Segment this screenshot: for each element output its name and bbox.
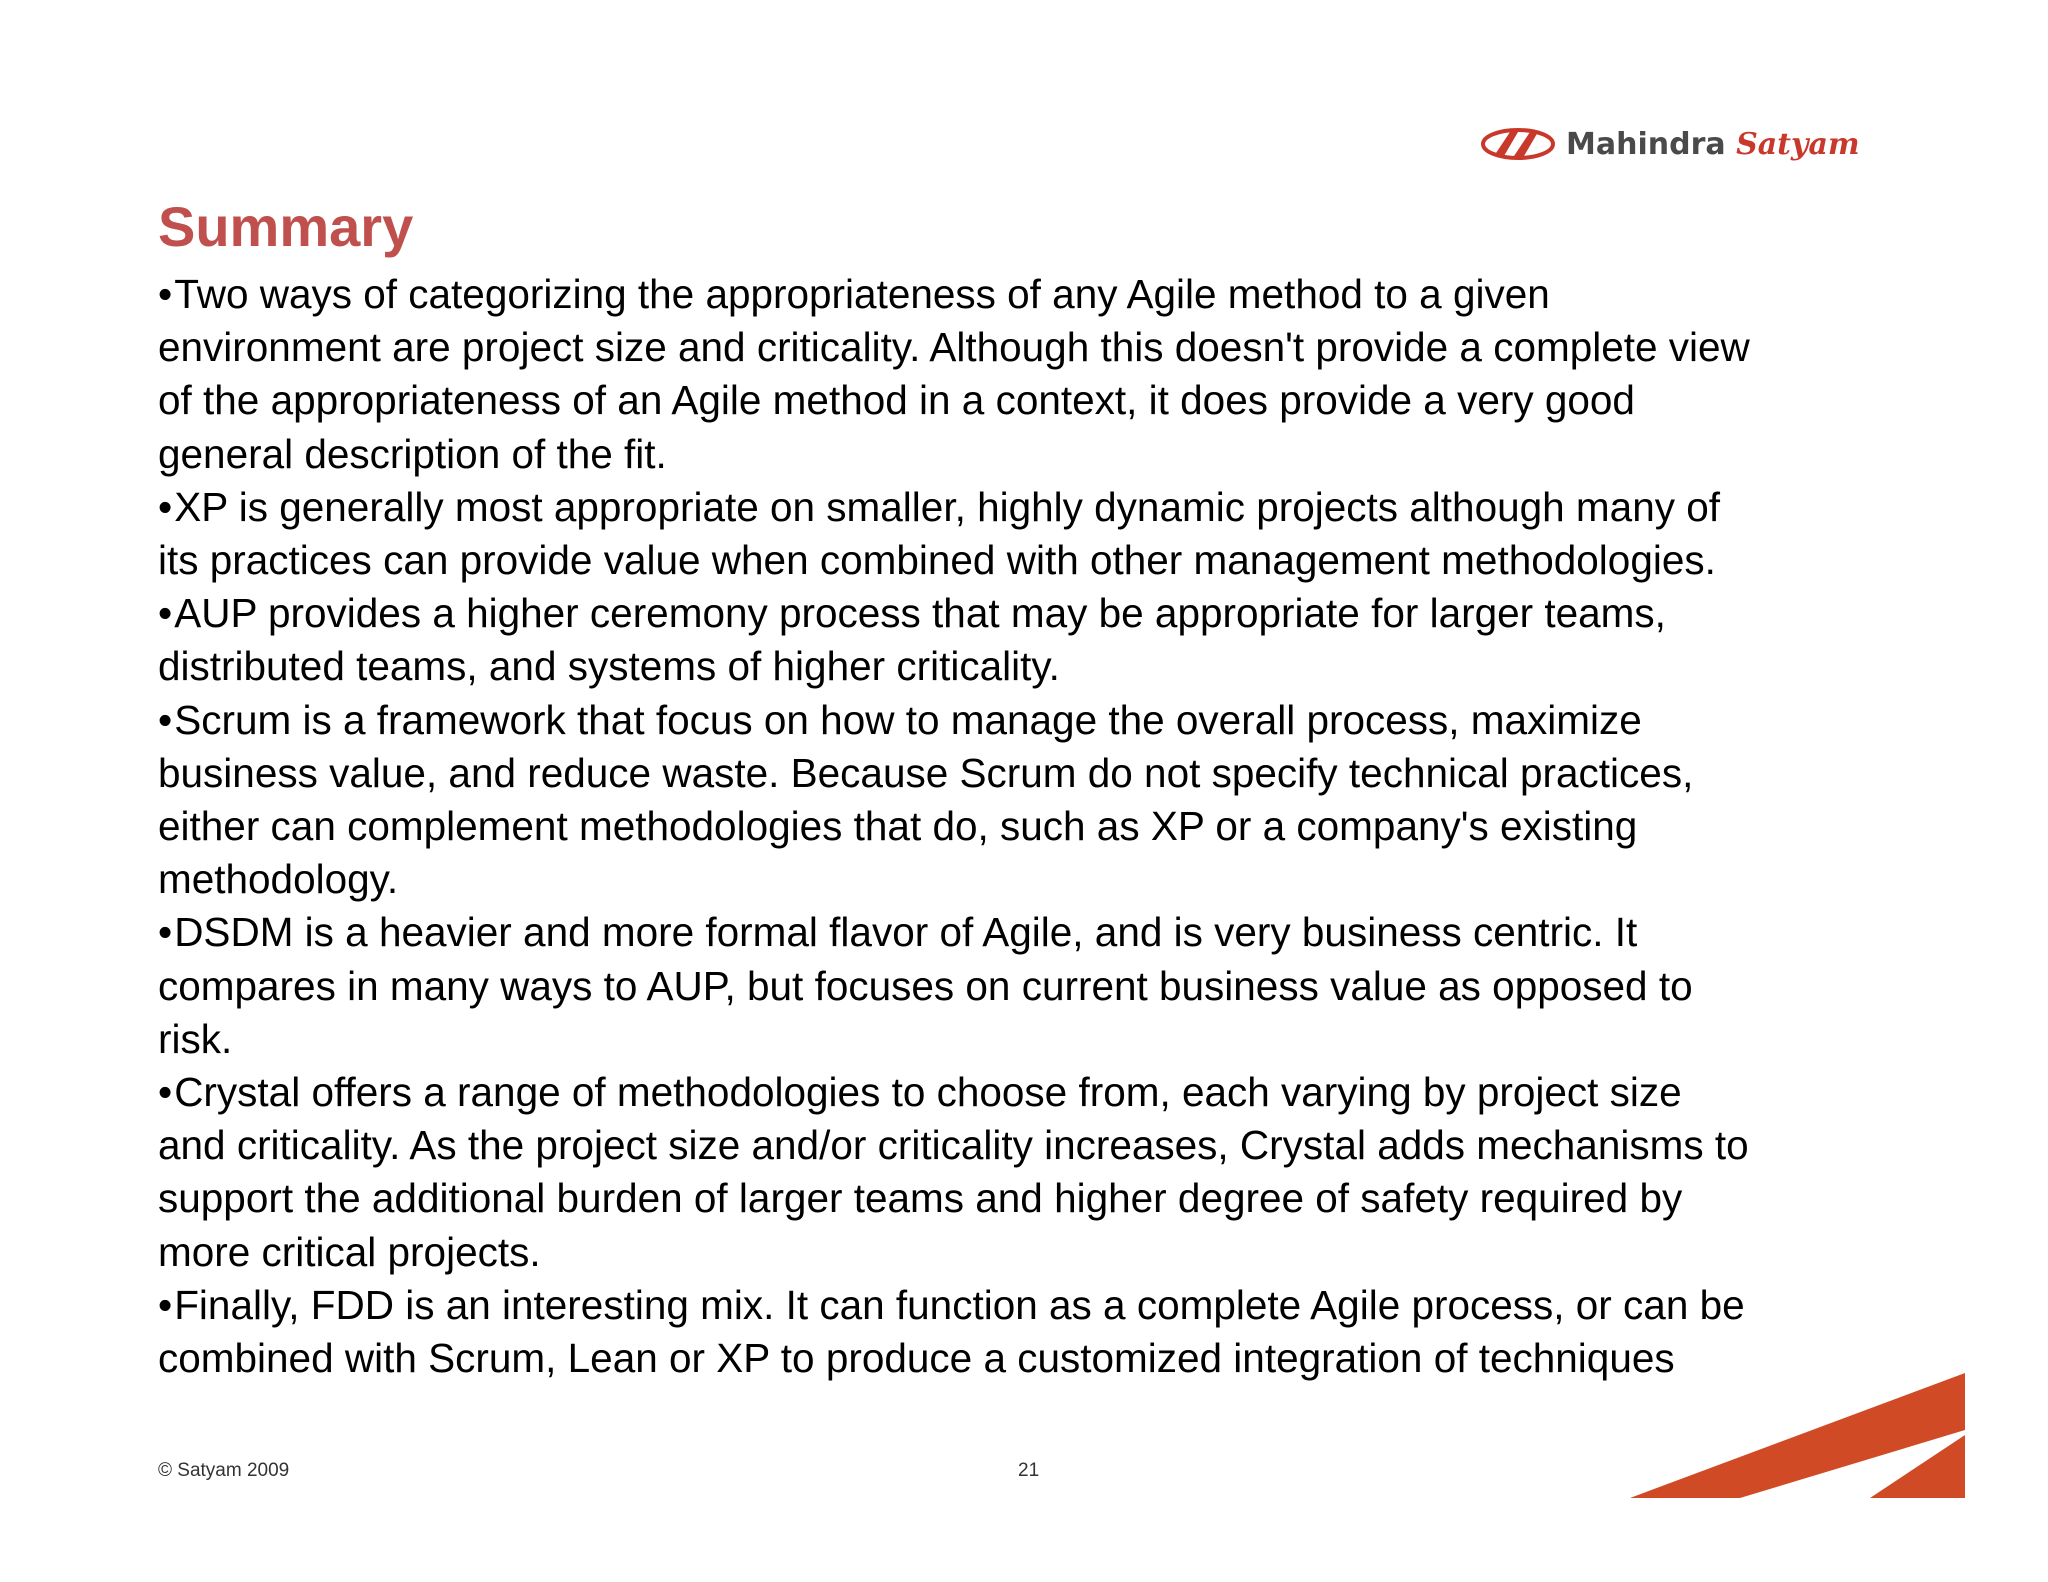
bullet-line	[158, 374, 1918, 427]
bullet-line	[158, 481, 1918, 534]
bullet-line	[158, 1013, 1918, 1066]
bullet-line	[158, 1279, 1918, 1332]
bullet-line	[158, 747, 1918, 800]
bullet-line	[158, 268, 1918, 321]
summary-bullet-list	[158, 268, 1918, 1385]
bullet-text: Scrum is a framework that focus on how to manage the overall process, maximize	[174, 696, 1642, 743]
brand-logo	[1480, 122, 1910, 166]
bullet-line	[158, 640, 1918, 693]
bullet-text: methodology.	[158, 856, 399, 903]
bullet-text: distributed teams, and systems of higher criticality.	[158, 643, 1060, 690]
bullet-text: combined with Scrum, Lean or XP to produce a customized integration of techniques	[158, 1335, 1675, 1382]
bullet-marker: •	[158, 271, 173, 317]
bullet-line	[158, 906, 1918, 959]
bullet-text: Two ways of categorizing the appropriateness of any Agile method to a given	[174, 271, 1550, 317]
bullet-line	[158, 428, 1918, 481]
bullet-line	[158, 587, 1918, 640]
corner-stripes-decoration	[1630, 1370, 1970, 1505]
bullet-text: business value, and reduce waste. Because Scrum do not specify technical practices,	[158, 749, 1694, 796]
bullet-text: DSDM is a heavier and more formal flavor of Agile, and is very business centric. It	[174, 909, 1638, 956]
bullet-text: compares in many ways to AUP, but focuses on current business value as opposed to	[158, 962, 1693, 1009]
bullet-line	[158, 694, 1918, 747]
bullet-marker: •	[158, 1281, 173, 1328]
bullet-text: and criticality. As the project size and/or criticality increases, Crystal adds mechanisms to	[158, 1122, 1749, 1169]
bullet-line	[158, 1119, 1918, 1172]
brand-name-satyam: Satyam	[1736, 126, 1860, 162]
summary-bullet	[158, 906, 1918, 1066]
bullet-text: its practices can provide value when combined with other management methodologies.	[158, 537, 1716, 584]
bullet-text: of the appropriateness of an Agile method in a context, it does provide a very good	[158, 377, 1635, 424]
bullet-marker: •	[158, 483, 173, 530]
bullet-line	[158, 1226, 1918, 1279]
bullet-line	[158, 1172, 1918, 1225]
bullet-text: support the additional burden of larger teams and higher degree of safety required by	[158, 1175, 1683, 1222]
bullet-line	[158, 800, 1918, 853]
bullet-text: AUP provides a higher ceremony process that may be appropriate for larger teams,	[174, 590, 1666, 637]
bullet-marker: •	[158, 696, 173, 743]
slide-title: Summary	[158, 195, 414, 258]
summary-bullet	[158, 587, 1918, 693]
summary-bullet	[158, 694, 1918, 907]
brand-name-mahindra: Mahindra	[1566, 126, 1726, 162]
bullet-text: XP is generally most appropriate on smaller, highly dynamic projects although many of	[174, 483, 1720, 530]
bullet-text: Finally, FDD is an interesting mix. It can function as a complete Agile process, or can be	[174, 1281, 1745, 1328]
bullet-text: Crystal offers a range of methodologies to choose from, each varying by project size	[174, 1069, 1682, 1116]
bullet-text: environment are project size and criticality. Although this doesn't provide a complete view	[158, 324, 1750, 371]
brand-name	[1566, 127, 1860, 162]
page-number: 21	[1018, 1460, 1040, 1481]
summary-bullet	[158, 481, 1918, 587]
footer-copyright: © Satyam 2009	[158, 1460, 290, 1481]
bullet-marker: •	[158, 909, 173, 956]
bullet-marker: •	[158, 1069, 173, 1116]
bullet-line	[158, 960, 1918, 1013]
summary-bullet	[158, 268, 1918, 481]
bullet-marker: •	[158, 590, 173, 637]
bullet-text: either can complement methodologies that do, such as XP or a company's existing	[158, 803, 1638, 850]
bullet-line	[158, 853, 1918, 906]
bullet-text: more critical projects.	[158, 1228, 541, 1275]
bullet-line	[158, 1066, 1918, 1119]
bullet-text: general description of the fit.	[158, 430, 667, 477]
bullet-line	[158, 534, 1918, 587]
mahindra-rise-logo-icon	[1480, 126, 1556, 162]
bullet-line	[158, 321, 1918, 374]
bullet-text: risk.	[158, 1015, 233, 1062]
summary-bullet	[158, 1066, 1918, 1279]
